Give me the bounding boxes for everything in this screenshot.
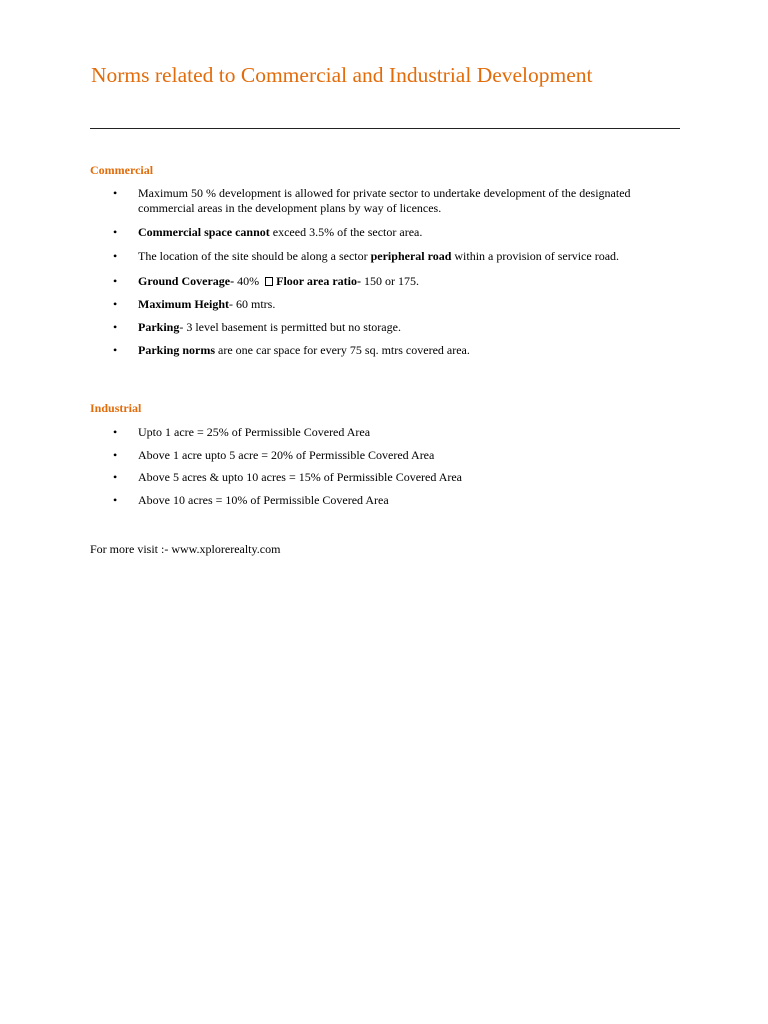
list-item-text: - 3 level basement is permitted but no storage. — [179, 320, 401, 334]
list-item — [0, 274, 768, 289]
list-item-bold: Commercial space cannot — [138, 225, 270, 239]
list-item — [0, 343, 768, 358]
bullet-icon: • — [113, 470, 118, 484]
bullet-icon: • — [113, 186, 118, 200]
list-item — [0, 470, 768, 485]
list-item-bold: Floor area ratio- — [276, 274, 361, 288]
list-item-text: exceed 3.5% of the sector area. — [269, 225, 423, 239]
list-item-text: The location of the site should be along a sector — [138, 249, 371, 263]
bullet-icon: • — [113, 343, 118, 357]
bullet-icon: • — [113, 320, 118, 334]
list-item — [0, 297, 768, 312]
page-title: Norms related to Commercial and Industrial Development — [91, 63, 593, 87]
list-item — [0, 425, 768, 440]
list-item-text: within a provision of service road. — [451, 249, 620, 263]
list-item-bold: peripheral road — [370, 249, 452, 263]
list-item-text: Maximum 50 % development is allowed for private sector to undertake development of the designated commercial areas in the development plans by way of licences. — [138, 186, 631, 215]
industrial-heading: Industrial — [90, 401, 142, 415]
list-item — [0, 186, 768, 216]
list-item-text: Above 1 acre upto 5 acre = 20% of Permissible Covered Area — [138, 447, 435, 462]
commercial-list — [0, 186, 768, 358]
list-item — [0, 320, 768, 335]
list-item-text: - 60 mtrs. — [229, 297, 276, 311]
commercial-heading: Commercial — [90, 163, 154, 177]
list-item-bold: Parking norms — [138, 343, 216, 357]
bullet-icon: • — [113, 447, 118, 462]
bullet-icon: • — [113, 249, 118, 263]
list-item — [0, 448, 768, 463]
list-item — [0, 493, 768, 508]
list-item — [0, 249, 768, 264]
bullet-icon: • — [113, 425, 118, 439]
list-item-text: Upto 1 acre = 25% of Permissible Covered Area — [138, 425, 371, 439]
bullet-icon: • — [113, 274, 118, 288]
title-divider — [90, 128, 680, 129]
list-item-bold: Parking — [138, 320, 180, 334]
list-item-bold: Maximum Height — [138, 297, 229, 311]
list-item-text: 40% — [234, 274, 263, 288]
bullet-icon: • — [113, 225, 118, 239]
list-item-text: 150 or 175. — [360, 274, 419, 288]
list-item — [0, 225, 768, 240]
footer-link-text: For more visit :- www.xplorerealty.com — [90, 542, 281, 556]
list-item-text: are one car space for every 75 sq. mtrs covered area. — [215, 343, 470, 357]
list-item-bold: Ground Coverage- — [138, 274, 235, 288]
industrial-list — [0, 425, 768, 508]
list-item-text: Above 10 acres = 10% of Permissible Covered Area — [138, 492, 389, 507]
bullet-icon: • — [113, 297, 118, 311]
bullet-icon: • — [113, 492, 118, 507]
checkbox-glyph-icon — [265, 277, 273, 286]
list-item-text: Above 5 acres & upto 10 acres = 15% of Permissible Covered Area — [138, 470, 463, 484]
